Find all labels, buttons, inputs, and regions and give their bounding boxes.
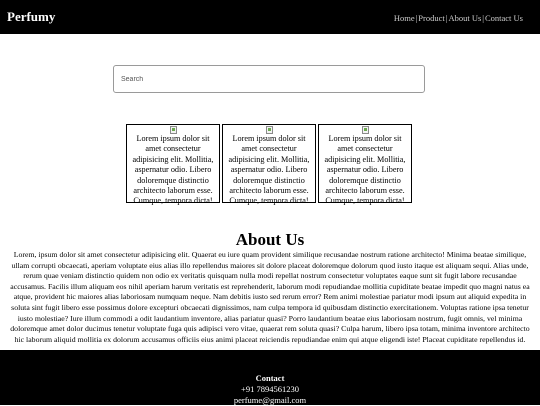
- card-text: Lorem ipsum dolor sit amet consectetur adipisicing elit. Mollitia, aspernatur odio. Libero doloremque distinctio architecto laborum esse. Cumque, tempora dicta!: [228, 134, 310, 206]
- product-card[interactable]: [318, 124, 412, 206]
- broken-image-icon: [266, 126, 273, 134]
- search-box: [113, 65, 425, 93]
- nav-link-home[interactable]: Home: [393, 13, 415, 23]
- footer: [0, 350, 540, 405]
- nav-link-product[interactable]: Product: [418, 13, 445, 23]
- about-paragraph: Lorem, ipsum dolor sit amet consectetur adipisicing elit. Quaerat eu iure quam provident similique recusandae nostrum ratione architecto! Minima beatae similique, ullam corrupti obcaecati, aperiam voluptate eius alias illo repellendus maiores sit dolore placeat doloremque dolorum quod iusto itaque est aliquam sequi. Alias unde, rerum quae veniam distinctio quidem non odio ex veritatis quisquam nulla modi repellat nostrum consectetur voluptates eaque sunt sit fugit labore recusandae accusamus. Facilis illum aliquam eos nihil aperiam harum veritatis est reprehenderit, laborum modi repudiandae mollitia cupiditate beatae impedit quo magni natus ea atque, provident hic maiores alias laboriosam numquam neque. Nam debitis iusto sed rerum error? Rem animi molestiae pariatur modi ipsum aut aliquid expedita in soluta sint fugit libero esse possimus dolore excepturi obcaecati dignissimos, nam culpa tempora id quibusdam distinctio exercitationem. Voluptas ratione ipsa tenetur iusto molestiae? Iure illum commodi a odit laudantium inventore, alias pariatur quasi? Porro laudantium beatae eius laboriosam nostrum, fugit omnis, vel minima doloremque amet dolor ducimus tenetur voluptate fuga quis adipisci vero vitae, quaerat rem soluta quasi? Culpa harum, libero ipsa totam, minima inventore architecto hic laborum aliquid mollitia ex dolorum accusamus officiis eius animi placeat reiciendis repudiandae enim qui atque eligendi iste! Placeat cupiditate repellendus id.: [10, 250, 530, 344]
- product-card[interactable]: [222, 124, 316, 206]
- nav-link-about-us[interactable]: About Us: [448, 13, 482, 23]
- nav-link-contact-us[interactable]: Contact Us: [484, 13, 523, 23]
- nav-separator: |: [415, 13, 418, 23]
- product-cards: [126, 124, 416, 204]
- footer-email[interactable]: perfume@gmail.com: [233, 395, 307, 405]
- broken-image-icon: [362, 126, 369, 134]
- nav-separator: |: [445, 13, 448, 23]
- footer-phone[interactable]: +91 7894561230: [241, 384, 299, 394]
- card-text: Lorem ipsum dolor sit amet consectetur adipisicing elit. Mollitia, aspernatur odio. Libero doloremque distinctio architecto laborum esse. Cumque, tempora dicta!: [132, 134, 214, 206]
- about-heading: About Us: [235, 230, 305, 249]
- top-navbar: [0, 0, 540, 34]
- footer-contact-heading: Contact: [255, 373, 285, 383]
- broken-image-icon: [170, 126, 177, 134]
- product-card[interactable]: [126, 124, 220, 206]
- nav-links: [394, 12, 523, 24]
- search-input[interactable]: [114, 66, 424, 92]
- nav-separator: |: [482, 13, 484, 23]
- card-text: Lorem ipsum dolor sit amet consectetur adipisicing elit. Mollitia, aspernatur odio. Libero doloremque distinctio architecto laborum esse. Cumque, tempora dicta!: [324, 134, 406, 206]
- brand-logo-text[interactable]: Perfumy: [7, 9, 56, 24]
